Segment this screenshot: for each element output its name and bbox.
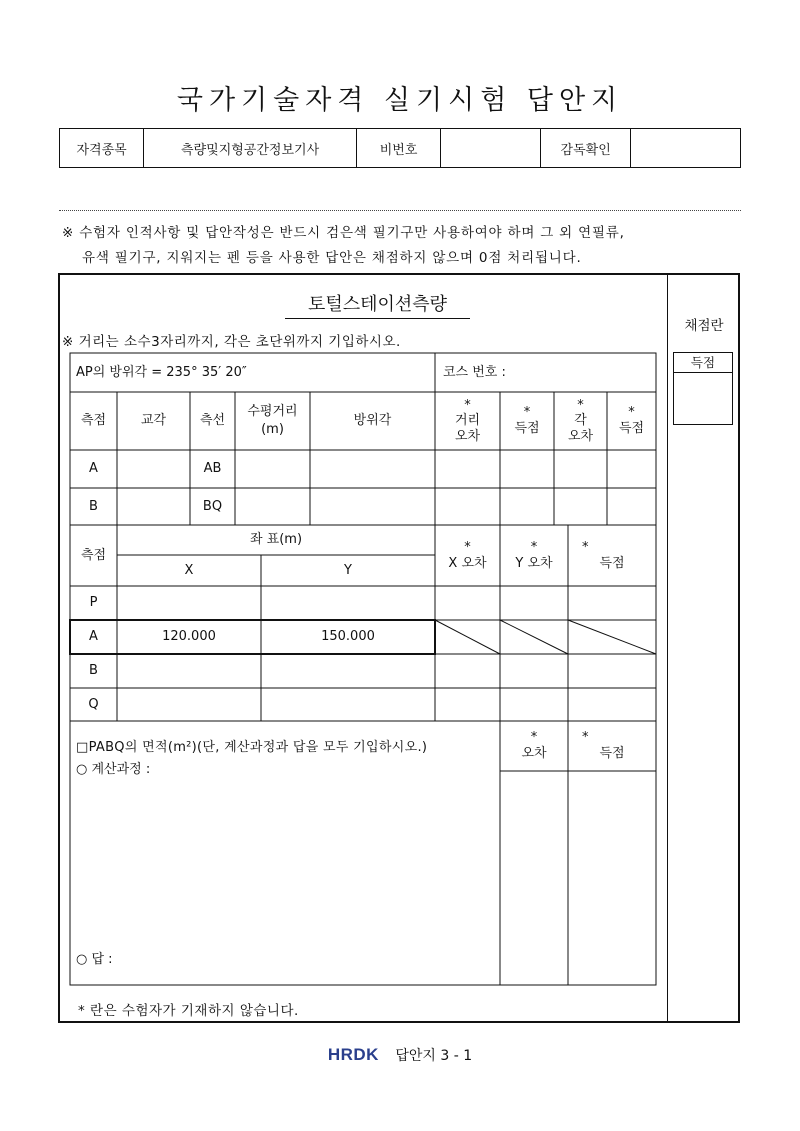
star-mark: * xyxy=(523,405,531,421)
azimuth-given: AP의 방위각 = 235° 35′ 20″ xyxy=(76,365,247,381)
area-header-error xyxy=(500,721,568,771)
course-number-label: 코스 번호 : xyxy=(443,365,506,381)
notice-line-1: ※ 수험자 인적사항 및 답안작성은 반드시 검은색 필기구만 사용하여야 하며 그 외 연필류, xyxy=(62,225,625,241)
row-b-line: BQ xyxy=(202,498,223,514)
header-horizontal-distance xyxy=(235,392,310,450)
number-label: 비번호 xyxy=(356,129,440,168)
coord-row-p-station: P xyxy=(89,595,98,611)
row-a-line: AB xyxy=(203,461,222,477)
field-label: 자격종목 xyxy=(60,129,144,168)
row-a-station: A xyxy=(89,461,98,477)
section-title: 토털스테이션측량 xyxy=(285,290,470,319)
score-box-label: 득점 xyxy=(674,353,732,373)
header-station: 측점 xyxy=(80,413,107,429)
area-header-error-label: 오차 xyxy=(521,746,547,761)
coord-header-score xyxy=(568,525,656,586)
coord-row-b-station: B xyxy=(89,663,98,679)
header-azimuth: 방위각 xyxy=(353,413,392,429)
coord-header-score-label: 득점 xyxy=(599,555,625,571)
header-angle: 교각 xyxy=(140,413,167,429)
coord-row-a-x: 120.000 xyxy=(162,629,216,645)
coord-header-y: Y xyxy=(344,562,352,578)
header-score-1-label: 득점 xyxy=(514,421,540,436)
course-number-value[interactable] xyxy=(530,358,650,388)
supervisor-label: 감독확인 xyxy=(541,129,631,168)
coord-row-q-station: Q xyxy=(88,696,99,712)
header-score-2-label: 득점 xyxy=(618,421,645,436)
row-b-station: B xyxy=(89,498,98,514)
header-line: 측선 xyxy=(199,413,226,429)
coord-header-x: X xyxy=(184,562,194,578)
answer-label: ○ 답 : xyxy=(76,952,113,968)
coord-header-station: 측점 xyxy=(80,547,107,563)
header-score-2 xyxy=(607,392,656,450)
instruction: ※ 거리는 소수3자리까지, 각은 초단위까지 기입하시오. xyxy=(62,334,401,350)
header-score-1 xyxy=(500,392,554,450)
area-question: □PABQ의 면적(m²)(단, 계산과정과 답을 모두 기입하시오.) xyxy=(76,740,428,756)
area-header-score-label: 득점 xyxy=(599,746,625,761)
star-mark: * xyxy=(464,397,471,413)
star-mark: * xyxy=(530,539,538,555)
coord-header-x-error-label: X 오차 xyxy=(448,555,487,571)
field-value: 측량및지형공간정보기사 xyxy=(144,129,357,168)
header-distance-error xyxy=(435,392,500,450)
header-hdist-2: (m) xyxy=(261,422,284,437)
star-mark: * xyxy=(628,405,635,421)
hrdk-logo: HRDK xyxy=(327,1045,379,1064)
header-angle-error xyxy=(554,392,607,450)
coord-header-coords: 좌 표(m) xyxy=(249,532,303,548)
area-header-score xyxy=(568,721,656,771)
coord-header-y-error xyxy=(500,525,568,586)
footnote: * 란은 수험자가 기재하지 않습니다. xyxy=(78,1003,299,1019)
header-dist-err-1: 거리 xyxy=(454,413,481,429)
header-angle-err-1: 각 xyxy=(574,413,587,429)
page-title: 국가기술자격 실기시험 답안지 xyxy=(176,85,624,116)
star-mark: * xyxy=(582,539,589,555)
star-mark: * xyxy=(530,730,538,746)
page-footer xyxy=(0,1045,800,1065)
header-dist-err-2: 오차 xyxy=(454,428,481,444)
coord-header-y-error-label: Y 오차 xyxy=(515,555,553,571)
scoring-column-label: 채점란 xyxy=(684,318,724,334)
coord-row-a-y: 150.000 xyxy=(321,629,375,645)
header-angle-err-2: 오차 xyxy=(567,428,594,444)
star-mark: * xyxy=(582,730,589,746)
notice-line-2: 유색 필기구, 지워지는 펜 등을 사용한 답안은 채점하지 않으며 0점 처리됩니다. xyxy=(82,250,582,266)
coord-row-a-station: A xyxy=(89,629,98,645)
process-label: ○ 계산과정 : xyxy=(76,762,151,778)
star-mark: * xyxy=(577,397,584,413)
header-hdist-1: 수평거리 xyxy=(247,404,298,420)
star-mark: * xyxy=(464,539,471,555)
coord-header-x-error xyxy=(435,525,500,586)
page-number: 답안지 3 - 1 xyxy=(395,1048,473,1064)
